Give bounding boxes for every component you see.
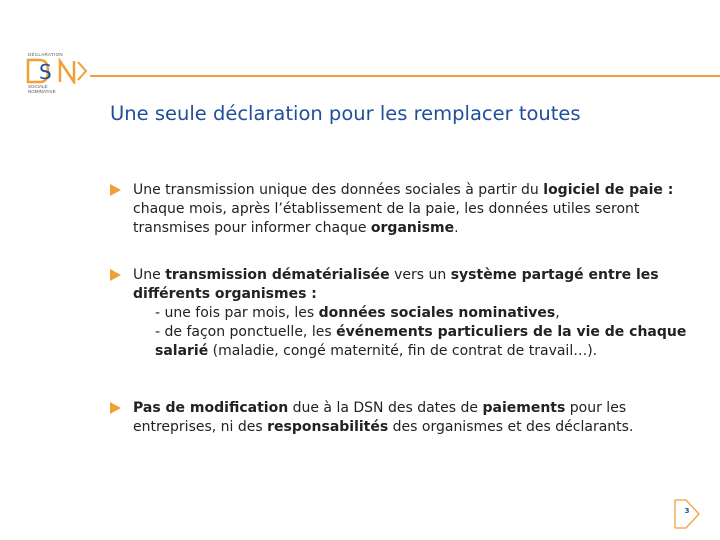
page-number [672, 498, 702, 530]
bullet-3 [110, 399, 690, 437]
svg-text:S: S [39, 60, 52, 84]
logo-bottom-text: SOCIALE NOMINATIVE [28, 84, 56, 94]
logo-top-text: DÉCLARATION [28, 52, 63, 57]
slide-title: Une seule déclaration pour les remplacer toutes [110, 102, 581, 125]
bullet-arrow-icon [110, 269, 121, 281]
bullet-1 [110, 181, 690, 238]
bullet-arrow-icon [110, 184, 121, 196]
bullet-1-text: Une transmission unique des données sociales à partir du logiciel de paie : chaque mois, après l’établissement de la paie, les données utiles seront transmises pour informer chaque organisme. [133, 182, 674, 236]
bullet-2-text: Une transmission dématérialisée vers un système partagé entre les différents organismes : - une fois par mois, les données sociales nominatives, - de façon ponctuelle, les événements particuliers de la vie de chaque salarié (maladie, congé maternité, fin de contrat de travail…). [133, 266, 690, 361]
dsn-logo [26, 52, 90, 98]
bullet-arrow-icon [110, 402, 121, 414]
header-divider [90, 75, 720, 77]
bullet-3-text: Pas de modification due à la DSN des dates de paiements pour les entreprises, ni des responsabilités des organismes et des déclarants. [133, 400, 634, 435]
bullet-2-sub-2: - de façon ponctuelle, les événements particuliers de la vie de chaque salarié (maladie, congé maternité, fin de contrat de travail…). [155, 324, 687, 359]
page-number-text: 3 [684, 507, 690, 515]
dsn-logo-mark [26, 58, 90, 84]
bullet-2-sub-1: - une fois par mois, les données sociales nominatives, [155, 305, 560, 321]
bullet-2 [110, 266, 690, 361]
